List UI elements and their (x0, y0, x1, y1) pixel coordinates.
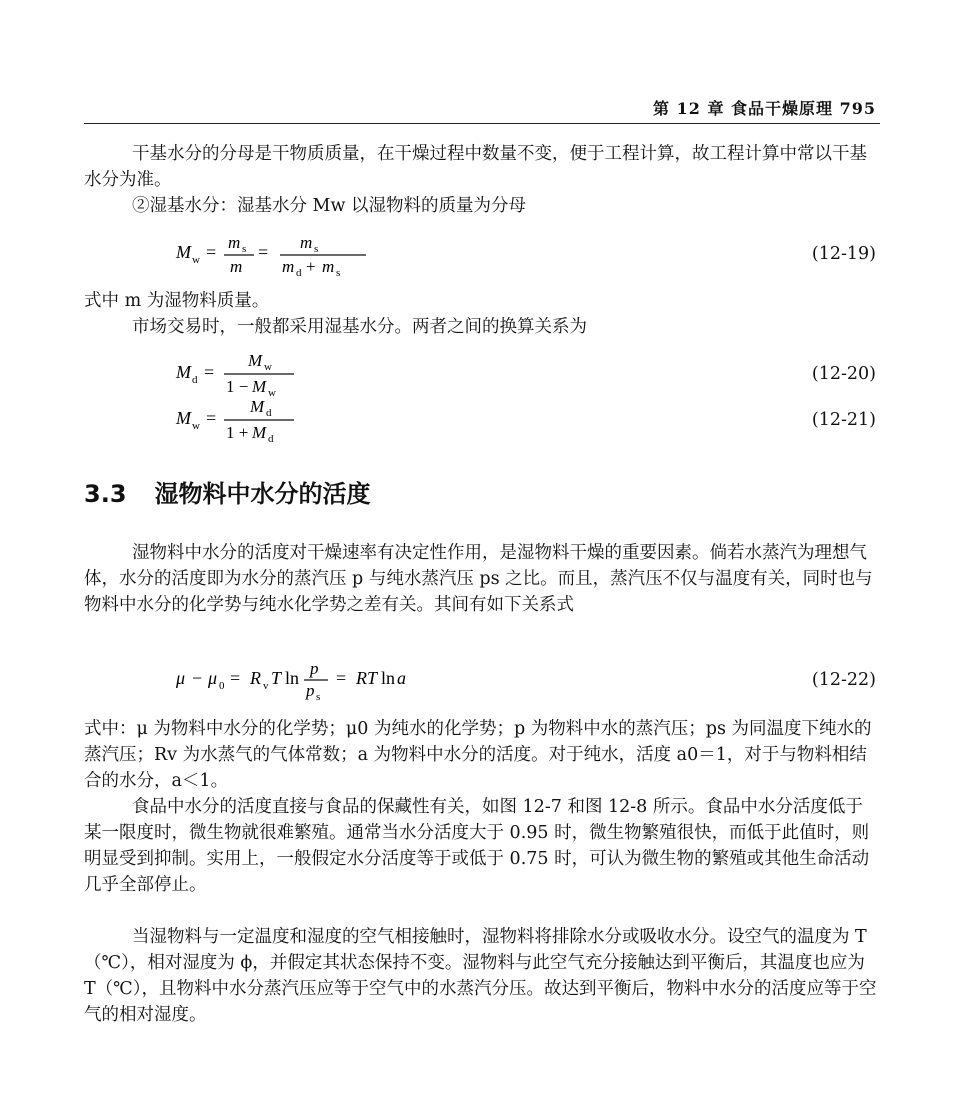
equation-number: (12-20) (811, 364, 876, 384)
svg-text:s: s (336, 267, 341, 279)
svg-text:M: M (176, 408, 191, 428)
svg-text:μ: μ (208, 668, 218, 688)
equation-number: (12-22) (811, 670, 876, 690)
section-number: 3.3 (84, 480, 127, 508)
svg-text:RT: RT (356, 668, 378, 688)
header-rule (84, 123, 880, 124)
running-head: 第 12 章 食品干燥原理 795 (653, 99, 876, 118)
svg-text:s: s (242, 243, 247, 255)
svg-text:d: d (268, 433, 274, 445)
svg-text:T: T (271, 668, 282, 688)
svg-text:−: − (192, 668, 203, 688)
svg-text:M: M (252, 377, 267, 396)
svg-text:w: w (192, 420, 200, 432)
svg-text:d: d (296, 267, 302, 279)
paragraph-symbol-definitions: 式中：μ 为物料中水分的化学势；μ0 为纯水的化学势；p 为物料中水的蒸汽压；ps 为同温度下纯水的蒸汽压；Rv 为水蒸气的气体常数；a 为物料中水分的活度。对于纯水，活度 a0＝1，对于与物料相结合的水分，a＜1。 (84, 719, 872, 791)
section-heading (84, 474, 371, 509)
paragraph-equilibrium: 当湿物料与一定温度和湿度的空气相接触时，湿物料将排除水分或吸收水分。设空气的温度为 T（℃），相对湿度为 ϕ，并假定其状态保持不变。湿物料与此空气充分接触达到平衡后，其温度也应为 T（℃），且物料中水分蒸汽压应等于空气中的水蒸汽分压。故达到平衡后，物料中水分的活度应等于空气的相对湿度。 (84, 927, 877, 1025)
page-header (84, 96, 880, 122)
svg-text:μ: μ (176, 668, 186, 688)
svg-text:=: = (204, 362, 215, 382)
svg-text:m: m (228, 233, 241, 252)
svg-text:w: w (268, 387, 276, 399)
paragraph-conversion: 市场交易时，一般都采用湿基水分。两者之间的换算关系为 (132, 317, 587, 337)
equation-number: (12-19) (811, 244, 876, 264)
svg-text:1 −: 1 − (226, 377, 249, 396)
svg-text:M: M (176, 242, 191, 262)
svg-text:R: R (250, 668, 261, 688)
equation-12-21-formula (84, 394, 504, 444)
svg-text:ln: ln (381, 668, 396, 688)
svg-text:v: v (263, 680, 269, 692)
equation-12-20-formula (84, 348, 504, 398)
svg-text:m: m (230, 257, 243, 276)
svg-text:d: d (266, 407, 272, 419)
svg-text:w: w (192, 254, 200, 266)
equation-12-22-formula (84, 654, 544, 704)
svg-text:M: M (250, 397, 265, 416)
svg-text:0: 0 (219, 680, 225, 692)
svg-text:m: m (282, 257, 295, 276)
svg-text:p: p (310, 659, 319, 678)
svg-text:=: = (258, 242, 269, 262)
svg-text:1 +: 1 + (226, 423, 249, 442)
svg-text:s: s (316, 691, 321, 703)
svg-text:M: M (252, 423, 267, 442)
svg-text:w: w (264, 361, 272, 373)
equation-12-19-formula (84, 228, 504, 278)
equation-12-20 (84, 348, 880, 398)
equation-12-21 (84, 394, 880, 444)
section-title: 湿物料中水分的活度 (154, 479, 371, 508)
equation-12-22 (84, 654, 880, 704)
svg-text:s: s (314, 243, 319, 255)
svg-text:d: d (192, 374, 198, 386)
svg-text:M: M (176, 362, 191, 382)
svg-text:+: + (306, 257, 316, 276)
svg-text:m: m (300, 233, 313, 252)
paragraph-m-definition: 式中 m 为湿物料质量。 (84, 291, 270, 311)
svg-text:=: = (206, 408, 217, 428)
svg-text:M: M (248, 351, 263, 370)
svg-text:ln: ln (285, 668, 300, 688)
paragraph-food-preservation: 食品中水分的活度直接与食品的保藏性有关，如图 12-7 和图 12-8 所示。食品中水分活度低于某一限度时，微生物就很难繁殖。通常当水分活度大于 0.95 时，微生物繁殖很快，而低于此值时，则明显受到抑制。实用上，一般假定水分活度等于或低于 0.75 时，可认为微生物的繁殖或其他生命活动几乎全部停止。 (84, 797, 870, 895)
svg-text:=: = (230, 668, 241, 688)
svg-text:m: m (322, 257, 335, 276)
paragraph-water-activity: 湿物料中水分的活度对干燥速率有决定性作用，是湿物料干燥的重要因素。倘若水蒸汽为理想气体，水分的活度即为水分的蒸汽压 p 与纯水蒸汽压 ps 之比。而且，蒸汽压不仅与温度有关，同时也与物料中水分的化学势与纯水化学势之差有关。其间有如下关系式 (84, 543, 873, 615)
svg-text:=: = (206, 242, 217, 262)
equation-12-19 (84, 228, 880, 278)
svg-text:=: = (336, 668, 347, 688)
svg-text:a: a (397, 668, 406, 688)
paragraph-wet-basis-intro: ②湿基水分：湿基水分 Mw 以湿物料的质量为分母 (132, 196, 527, 216)
svg-text:p: p (306, 681, 315, 700)
equation-number: (12-21) (811, 410, 876, 430)
paragraph-dry-basis: 干基水分的分母是干物质质量，在干燥过程中数量不变，便于工程计算，故工程计算中常以干基水分为准。 (84, 144, 867, 190)
